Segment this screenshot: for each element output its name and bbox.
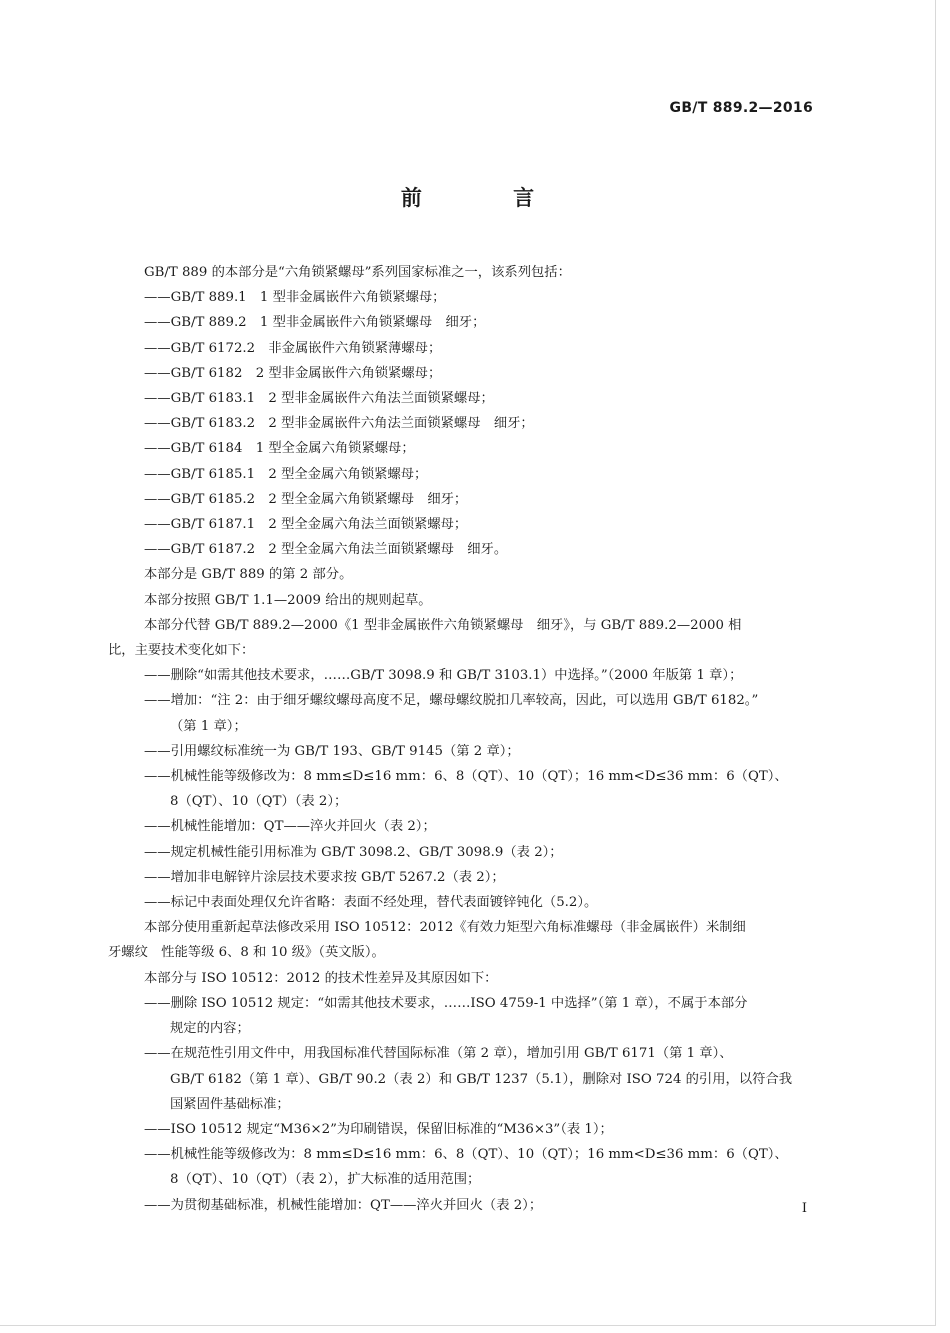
list-item: ——GB/T 6187.1 2 型全金属六角法兰面锁紧螺母；	[144, 517, 468, 533]
list-item: ——引用螺纹标准统一为 GB/T 193、GB/T 9145（第 2 章）；	[144, 743, 520, 759]
list-item: ——在规范性引用文件中，用我国标准代替国际标准（第 2 章），增加引用 GB/T 6171（第 1 章）、	[144, 1046, 733, 1062]
list-item: ——机械性能等级修改为：8 mm≤D≤16 mm：6、8（QT）、10（QT）；16 mm<D≤36 mm：6（QT）、	[144, 769, 788, 785]
list-item: ——机械性能等级修改为：8 mm≤D≤16 mm：6、8（QT）、10（QT）；16 mm<D≤36 mm：6（QT）、	[144, 1147, 788, 1163]
paragraph-line: 国紧固件基础标准；	[170, 1096, 290, 1112]
standard-code: GB/T 889.2—2016	[669, 100, 813, 116]
list-item: ——GB/T 889.1 1 型非金属嵌件六角锁紧螺母；	[144, 290, 446, 306]
paragraph-line: 规定的内容；	[170, 1021, 250, 1037]
page-title: 前 言	[400, 186, 577, 210]
list-item: ——删除“如需其他技术要求，……GB/T 3098.9 和 GB/T 3103.1）中选择。”（2000 年版第 1 章）；	[144, 668, 743, 684]
list-item: ——增加非电解锌片涂层技术要求按 GB/T 5267.2（表 2）；	[144, 869, 505, 885]
paragraph-line: 8（QT）、10（QT）（表 2），扩大标准的适用范围；	[170, 1172, 481, 1188]
foreword-body	[108, 260, 830, 1218]
list-item: ——GB/T 6185.1 2 型全金属六角锁紧螺母；	[144, 466, 428, 482]
list-item: ——机械性能增加：QT——淬火并回火（表 2）；	[144, 819, 436, 835]
list-item: ——GB/T 6183.2 2 型非金属嵌件六角法兰面锁紧螺母 细牙；	[144, 416, 534, 432]
list-item: ——GB/T 6172.2 非金属嵌件六角锁紧薄螺母；	[144, 340, 442, 356]
list-item: ——增加：“注 2：由于细牙螺纹螺母高度不足，螺母螺纹脱扣几率较高，因此，可以选用 GB/T 6182。”	[144, 693, 759, 709]
list-item: ——标记中表面处理仅允许省略：表面不经处理，替代表面镀锌钝化（5.2）。	[144, 895, 598, 911]
list-item: ——GB/T 6182 2 型非金属嵌件六角锁紧螺母；	[144, 365, 442, 381]
list-item: ——删除 ISO 10512 规定：“如需其他技术要求，……ISO 4759-1 中选择”（第 1 章），不属于本部分	[144, 995, 748, 1011]
paragraph-line: （第 1 章）；	[170, 718, 247, 734]
paragraph-line: 本部分与 ISO 10512：2012 的技术性差异及其原因如下：	[144, 970, 498, 986]
page-number: I	[801, 1201, 807, 1216]
list-item: ——GB/T 6185.2 2 型全金属六角锁紧螺母 细牙；	[144, 491, 468, 507]
paragraph-line: GB/T 889 的本部分是“六角锁紧螺母”系列国家标准之一，该系列包括：	[144, 265, 571, 280]
paragraph-line: 本部分代替 GB/T 889.2—2000《1 型非金属嵌件六角锁紧螺母 细牙》，与 GB/T 889.2—2000 相	[144, 617, 742, 633]
list-item: ——ISO 10512 规定“M36×2”为印刷错误，保留旧标准的“M36×3”（表 1）；	[144, 1121, 613, 1137]
list-item: ——GB/T 6187.2 2 型全金属六角法兰面锁紧螺母 细牙。	[144, 542, 508, 558]
paragraph-line: 本部分是 GB/T 889 的第 2 部分。	[144, 567, 353, 583]
list-item: ——GB/T 6184 1 型全金属六角锁紧螺母；	[144, 441, 415, 457]
list-item: ——为贯彻基础标准，机械性能增加：QT——淬火并回火（表 2）；	[144, 1197, 543, 1213]
paragraph-line: 比，主要技术变化如下：	[108, 643, 255, 659]
list-item: ——规定机械性能引用标准为 GB/T 3098.2、GB/T 3098.9（表 2）；	[144, 844, 563, 860]
list-item: ——GB/T 6183.1 2 型非金属嵌件六角法兰面锁紧螺母；	[144, 391, 494, 407]
paragraph-line: 牙螺纹 性能等级 6、8 和 10 级》（英文版）。	[108, 945, 385, 961]
paragraph-line: 本部分使用重新起草法修改采用 ISO 10512：2012《有效力矩型六角标准螺母（非金属嵌件）米制细	[144, 920, 746, 936]
paragraph-line: 8（QT）、10（QT）（表 2）；	[170, 794, 348, 810]
list-item: ——GB/T 889.2 1 型非金属嵌件六角锁紧螺母 细牙；	[144, 315, 486, 331]
paragraph-line: GB/T 6182（第 1 章）、GB/T 90.2（表 2）和 GB/T 1237（5.1），删除对 ISO 724 的引用，以符合我	[170, 1071, 793, 1087]
paragraph-line: 本部分按照 GB/T 1.1—2009 给出的规则起草。	[144, 592, 432, 608]
